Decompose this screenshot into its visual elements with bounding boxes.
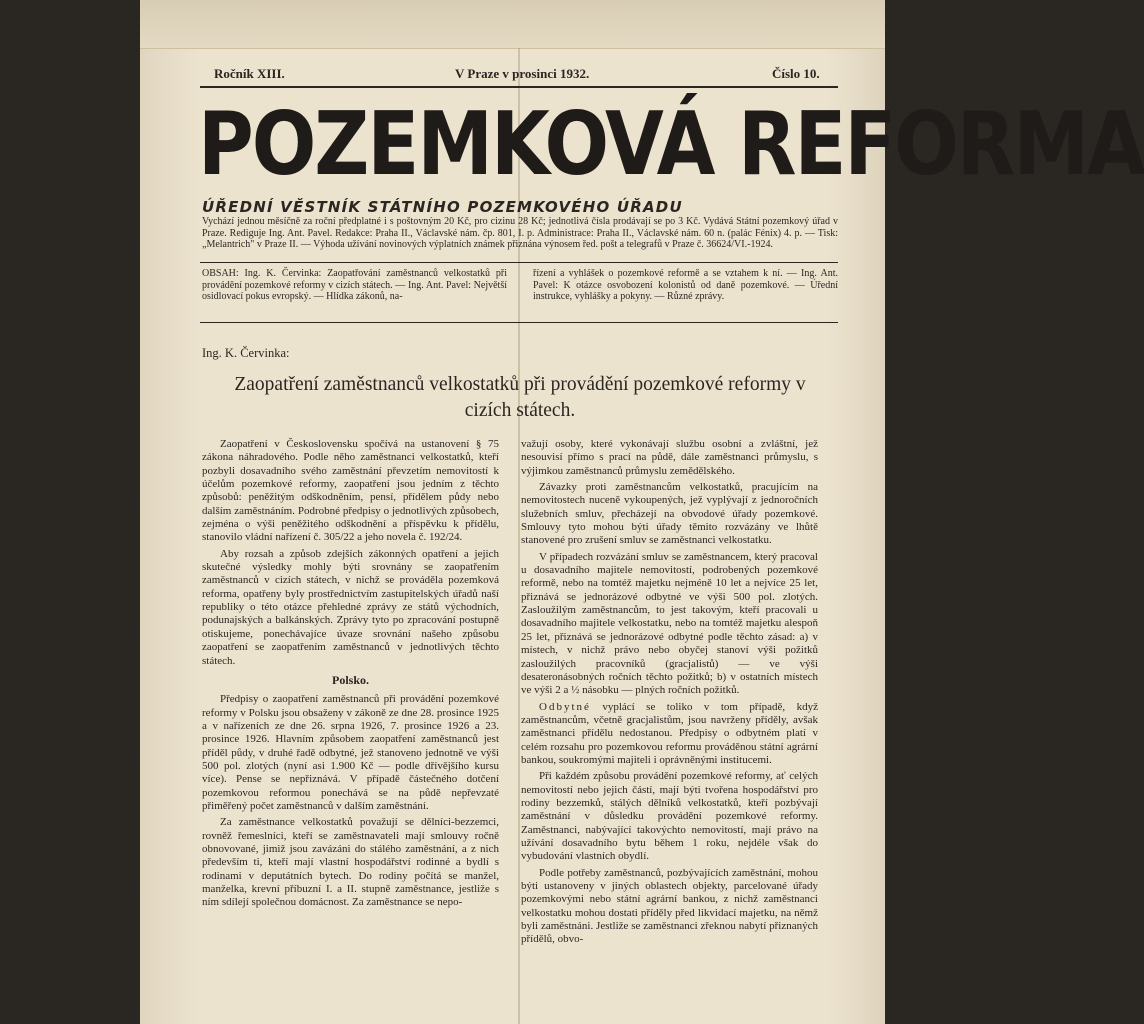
paragraph: V případech rozvázání smluv se zaměstnancem, který pracoval u dosavadního majitele nemovitostí, podrobených pozemkové reformě, nebo na tomtéž majetku nejméně 10 let a nejvíce 25 let, přiznává se jednorázové odbytné ve výši 500 pol. zlotých. Zasloužilým zaměstnancům, to jest takovým, kteří pracovali u dosavadního majitele velkostatku, nebo na tomtéž majetku alespoň 25 let, přiznává se jednorázové odbytné podle těchto zásad: a) v místech, v nichž právo nebo obyčej stanoví výši požitků zasloužilých pracovníků (gracjalistů) — ve výši desateronásobných ročních těchto požitků; b) v ostatních místech ve výši 2 a ½ násobku — plných ročních požitků. [521,550,818,697]
contents-rule-bottom [200,322,838,323]
paragraph: Podle potřeby zaměstnanců, pozbývajících zaměstnání, mohou býti ustanoveny v jiných oblastech objekty, parcelované úřady pozemkovými nebo státní agrární bankou, z nichž zaměstnanci velkostatku mohou dostati příděly před likvidací majetku, na němž byli zaměstnáni. Jestliže se zaměstnanci zřeknou nabytí přiznaných přídělů, obvo- [521,866,818,946]
contents-left: OBSAH: Ing. K. Červinka: Zaopatřování zaměstnanců velkostatků při provádění pozemkové reformy v cizích státech. — Ing. Ant. Pavel: Největší osidlovací pokus evropský. — Hlídka zákonů, na- [202,268,507,302]
masthead-subtitle: ÚŘEDNÍ VĚSTNÍK STÁTNÍHO POZEMKOVÉHO ÚŘADU [202,198,683,216]
place-date: V Praze v prosinci 1932. [455,66,590,81]
paragraph: Za zaměstnance velkostatků považují se dělníci-bezzemci, rovněž řemeslníci, kteří se zaměstnavateli mají smlouvy ročně obnovované, jimiž jsou zavázáni do stálého zaměstnání, a z nich především ti, kteří mají vlastní hospodářství rodinné a bydlí s rodinami v deputátních bytech. Do rodiny počítá se manžel, manželka, krevní příbuzní I. a II. stupně zaměstnance, jestliže s ním sdílejí společnou domácnost. Za zaměstnance se nepo- [202,816,499,909]
paragraph: Předpisy o zaopatření zaměstnanců při provádění pozemkové reformy v Polsku jsou obsaženy v zákoně ze dne 28. prosince 1925 a v nařízeních ze dne 26. srpna 1926, 7. prosince 1926 a 23. prosince 1926. Hlavním způsobem zaopatření zaměstnanců jest příděl půdy, v druhé řadě odbytné, jež stanoveno jednotně ve výši 500 pol. zlotých (nyní asi 1.900 Kč — podle dřívějšího kursu více). Pense se nepřiznává. V případě částečného dotčení pozemkovou reformou ponechává se na půdě nepřevzaté přiměřený počet zaměstnanců v dalším zaměstnání. [202,693,499,812]
paragraph: Závazky proti zaměstnancům velkostatků, pracujícím na nemovitostech nuceně vykoupených, jež vyplývají z jednoročních služebních smluv, přecházejí na obvodové úřady pozemkové. Smlouvy tyto mohou býti úřady těmito rozvázány ve lhůtě stanovené pro zrušení smluv se zaměstnanci velkostatku. [521,481,818,547]
masthead-title: POZEMKOVÁ REFORMA [198,92,1144,195]
paragraph-text: vyplácí se toliko v tom případě, když zaměstnancům, včetně gracjalistům, jsou navrženy příděly, avšak zaměstnanci přídělu nedostanou. Předpisy o odbytném platí v celém rozsahu pro pozemkovou reformu prováděnou státní agrární bankou, soukromými majiteli i oprávněnými institucemi. [521,700,818,766]
article-author: Ing. K. Červinka: [202,346,290,360]
paragraph: važují osoby, které vykonávají službu osobní a zvláštní, jež nesouvisí přímo s prací na půdě, dále zaměstnanci průmyslu, s výjimkou zaměstnanců průmyslu zemědělského. [521,438,818,477]
page-top-strip [140,0,885,49]
paragraph: Aby rozsah a způsob zdejších zákonných opatření a jejich skutečné výsledky mohly býti srovnány se zaopatřením zaměstnanců v cizích státech, v nichž se prováděla pozemková reforma, opatřeny byly prostřednictvím zastupitelských úřadů naší republiky o této otázce přehledné zprávy ze států východních, podunajských a balkánských. Zprávy tyto po zpracování postupně otiskujeme, ponechávajíce úvaze srovnání našeho způsobu zaopatření se zaopatřením zaměstnanců v jednotlivých těchto státech. [202,547,499,667]
newspaper-page [140,0,1144,1024]
contents-right: řízení a vyhlášek o pozemkové reformě a se vztahem k ní. — Ing. Ant. Pavel: K otázce osvobození kolonistů od daně pozemkové. — Úřední instrukce, vyhlášky a pokyny. — Různé zprávy. [533,268,838,302]
paragraph: Při každém způsobu provádění pozemkové reformy, ať celých nemovitostí nebo jejich částí, mají býti tvořena hospodářství pro rodiny bezzemků, stálých dělníků velkostatků, kteří pozbývají zaměstnání v důsledku provádění pozemkové reformy. Zaměstnanci, nabývající takovýchto nemovitostí, mají právo na užívání dosavadního bytu během 1 roku, nejdéle však do vybudování vlastních obydlí. [521,770,818,863]
header-rule-top [200,86,838,88]
spaced-term: Odbytné [539,700,591,713]
contents-rule-top [200,262,838,263]
issue-number: Číslo 10. [772,66,820,81]
article-title: Zaopatření zaměstnanců velkostatků při provádění pozemkové reformy v cizích státech. [234,374,806,421]
article-left-column [202,438,499,913]
paragraph [521,701,818,768]
article-right-column [521,438,818,950]
publication-info: Vychází jednou měsíčně za roční předplatné i s poštovným 20 Kč, pro cizinu 28 Kč; jednotlivá čísla prodávají se po 3 Kč. Vydává Státní pozemkový úřad v Praze. Rediguje Ing. Ant. Pavel. Redakce: Praha II., Václavské nám. čp. 801, I. p. Administrace: Praha II., Václavské nám. 60 n. (palác Fénix) 4. p. — Tisk: „Melantrich" v Praze II. — Výhoda užívání novinových výplatních známek přiznána výnosem řed. pošt a telegrafů v Praze č. 36624/VI.-1924. [202,216,838,250]
volume-label: Ročník XIII. [214,66,285,81]
paragraph: Zaopatření v Československu spočívá na ustanovení § 75 zákona náhradového. Podle něho zaměstnanci velkostatků, kteří pozbyli dosavadního svého zaměstnání převzetím nemovitostí k účelům pozemkové reformy, zaopatření jsou jedním z těchto způsobů: peněžitým odškodněním, pensí, přídělem půdy nebo dalším zaměstnáním. Podrobné předpisy o jednotlivých způsobech, zejména o výši peněžitého odškodnění a příspěvku k přídělu, stanovilo vládní nařízení č. 305/22 a jeho novela č. 192/24. [202,438,499,544]
section-heading: Polsko. [331,672,369,687]
